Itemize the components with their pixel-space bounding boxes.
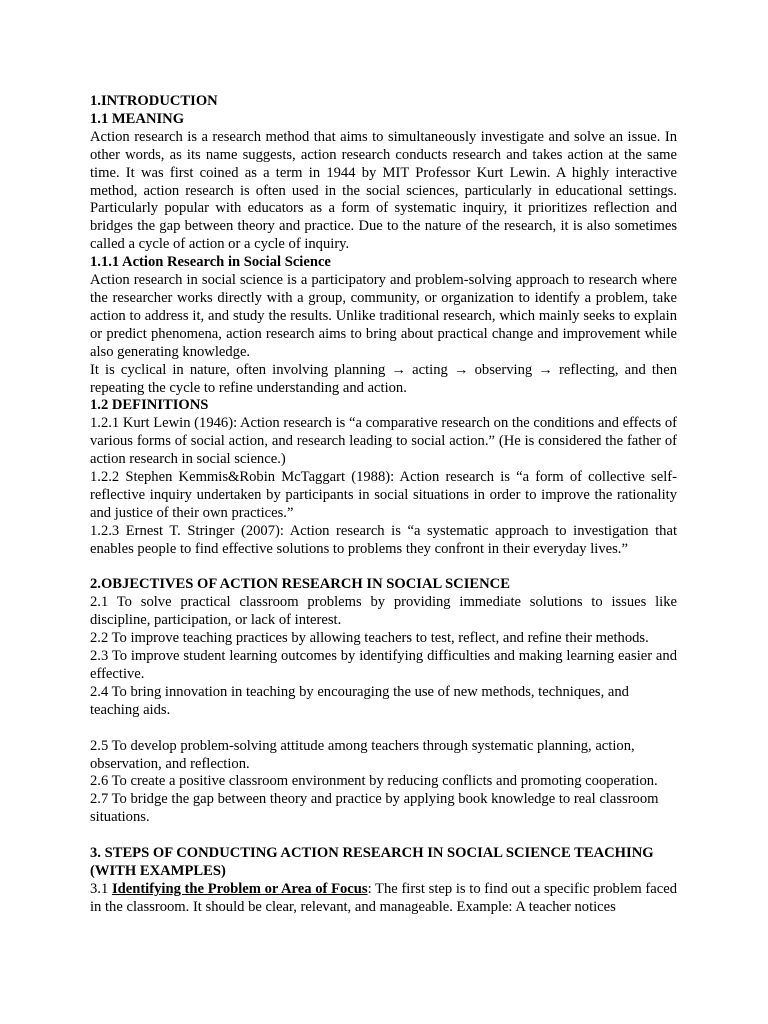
steps-heading: 3. STEPS OF CONDUCTING ACTION RESEARCH IN SOCIAL SCIENCE TEACHING (WITH EXAMPLES) (90, 845, 654, 879)
objective-item: 2.3 To improve student learning outcomes by identifying difficulties and making learning easier and effective. (90, 648, 677, 682)
objective-item: 2.1 To solve practical classroom problems by providing immediate solutions to issues like discipline, participation, or lack of interest. (90, 594, 677, 629)
definition-stringer: 1.2.3 Ernest T. Stringer (2007): Action research is “a systematic approach to investigation that enables people to find effective solutions to problems they confront in their everyday lives.” (90, 522, 677, 557)
objective-item: 2.6 To create a positive classroom environment by reducing conflicts and promoting cooperation. (90, 773, 658, 790)
cycle-paragraph: It is cyclical in nature, often involving planning → acting → observing → reflecting, and then repeating the cycle to refine understanding and action. (90, 361, 677, 396)
step-1-number: 3.1 (90, 880, 112, 897)
social-science-heading: 1.1.1 Action Research in Social Science (90, 254, 331, 271)
objective-item: 2.7 To bridge the gap between theory and practice by applying book knowledge to real classroom situations. (90, 791, 659, 826)
document-page (90, 93, 677, 917)
definition-kemmis: 1.2.2 Stephen Kemmis&Robin McTaggart (1988): Action research is “a form of collective self-reflective inquiry undertaken by participants in social situations in order to improve the rationality and justice of their own practices.” (90, 469, 677, 521)
objectives-heading: 2.OBJECTIVES OF ACTION RESEARCH IN SOCIAL SCIENCE (90, 576, 510, 593)
spacer (90, 720, 677, 738)
step-1-paragraph (90, 881, 677, 917)
objective-item: 2.2 To improve teaching practices by allowing teachers to test, reflect, and refine their methods. (90, 630, 649, 647)
step-1-title: Identifying the Problem or Area of Focus (111, 880, 368, 897)
objective-item: 2.4 To bring innovation in teaching by encouraging the use of new methods, techniques, and teaching aids. (90, 683, 629, 718)
intro-heading: 1.INTRODUCTION (90, 93, 218, 109)
meaning-heading: 1.1 MEANING (90, 110, 185, 127)
step-1-text: : The first step is to find out a specific problem faced in the classroom. It should be clear, relevant, and manageable. Example: A teacher notices (90, 880, 677, 915)
social-science-paragraph: Action research in social science is a participatory and problem-solving approach to research where the researcher works directly with a group, community, or organization to identify a problem, take action to address it, and study the results. Unlike traditional research, which mainly seeks to explain or predict phenomena, action research aims to bring about practical change and improvement while also generating knowledge. (90, 272, 677, 360)
definition-lewin: 1.2.1 Kurt Lewin (1946): Action research is “a comparative research on the conditions and effects of various forms of social action, and research leading to social action.” (He is considered the father of action research in social science.) (90, 415, 677, 468)
definitions-heading: 1.2 DEFINITIONS (90, 397, 209, 414)
spacer (90, 559, 677, 577)
meaning-paragraph: Action research is a research method that aims to simultaneously investigate and solve an issue. In other words, as its name suggests, action research conducts research and takes action at the same time. It was first coined as a term in 1944 by MIT Professor Kurt Lewin. A highly interactive method, action research is often used in the social sciences, particularly in educational settings. Particularly popular with educators as a form of systematic inquiry, it prioritizes reflection and bridges the gap between theory and practice. Due to the nature of the research, it is also sometimes called a cycle of action or a cycle of inquiry. (90, 128, 677, 253)
spacer (90, 827, 677, 845)
objective-item: 2.5 To develop problem-solving attitude among teachers through systematic planning, action, observation, and reflection. (90, 737, 635, 772)
